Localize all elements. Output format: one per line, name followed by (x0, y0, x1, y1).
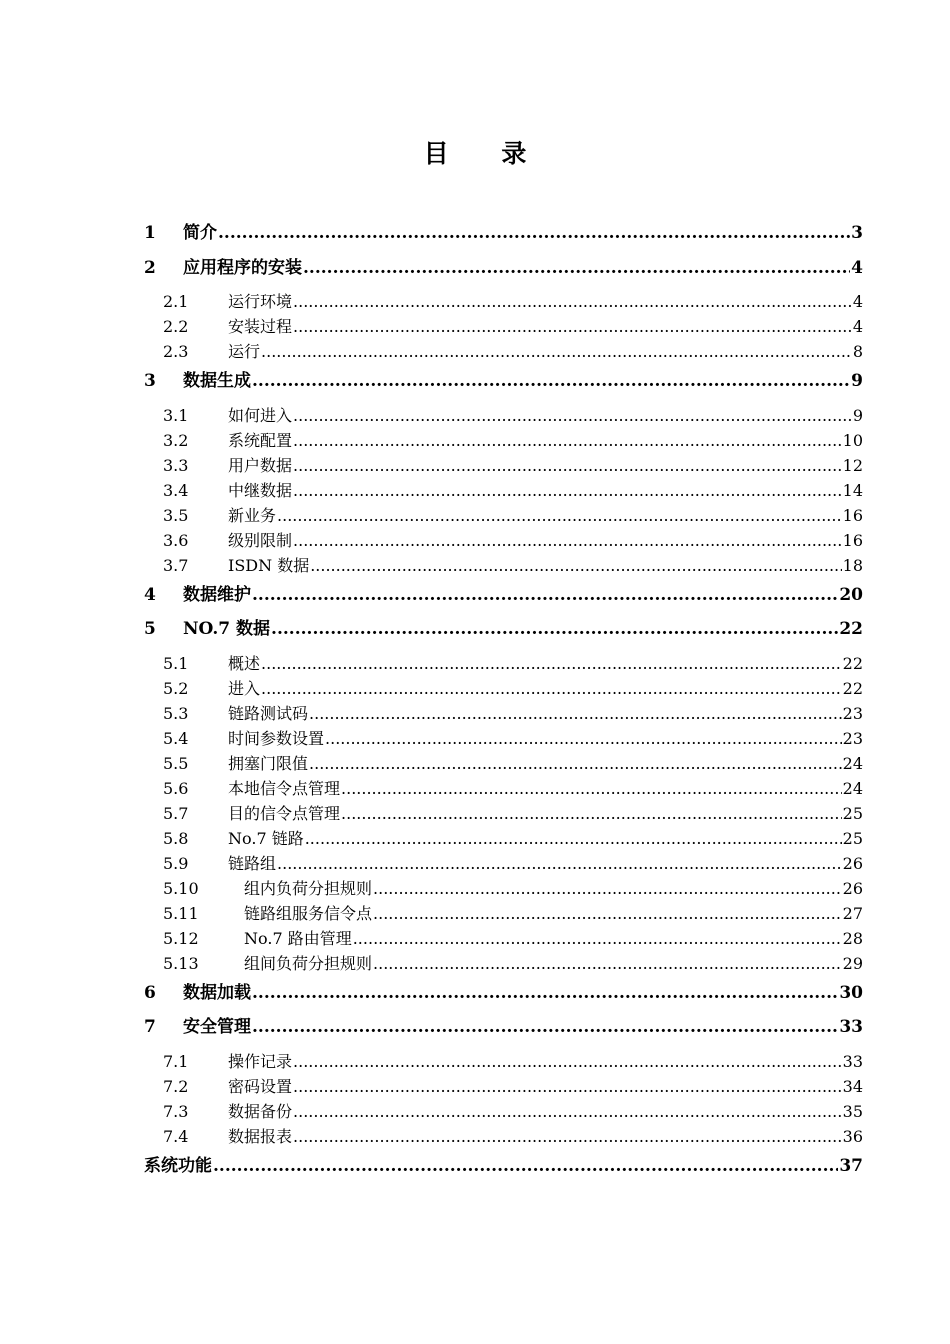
toc-entry-label: 组间负荷分担规则 (244, 953, 373, 973)
toc-entry[interactable] (144, 528, 863, 553)
toc-entry-number: 5.10 (163, 878, 199, 898)
toc-entry-number: 3.6 (163, 530, 189, 550)
toc-entry-label: 概述 (228, 653, 261, 673)
toc-entry-page-number: 34 (842, 1076, 863, 1096)
toc-entry[interactable] (144, 776, 863, 801)
toc-entry-page-number: 25 (842, 803, 863, 823)
dot-leader (353, 926, 842, 951)
toc-entry-page-number: 27 (842, 903, 863, 923)
toc-entry[interactable] (144, 339, 863, 364)
dot-leader (293, 428, 842, 453)
toc-entry-page-number: 25 (842, 828, 863, 848)
toc-entry-label: 目的信令点管理 (228, 803, 341, 823)
dot-leader (341, 776, 842, 801)
toc-entry[interactable] (144, 253, 863, 288)
toc-entry-label: 操作记录 (228, 1051, 293, 1071)
toc-entry-number: 6 (144, 982, 156, 1003)
toc-entry-number: 7.1 (163, 1051, 189, 1071)
toc-entry[interactable] (144, 876, 863, 901)
toc-entry-number: 3.4 (163, 480, 189, 500)
toc-entry-label: 安装过程 (228, 317, 293, 336)
toc-entry-page-number: 20 (839, 584, 863, 605)
dot-leader (271, 614, 838, 645)
toc-entry-number: 2 (144, 257, 156, 278)
toc-entry-number: 2.1 (163, 292, 189, 311)
dot-leader (261, 651, 842, 676)
toc-entry-page-number: 3 (851, 223, 863, 243)
toc-entry-label: 用户数据 (228, 455, 293, 475)
toc-entry-page-number: 16 (842, 505, 863, 525)
toc-entry-label: 数据报表 (228, 1126, 293, 1146)
toc-entry-label: 组内负荷分担规则 (244, 878, 373, 898)
toc-entry[interactable] (144, 1074, 863, 1099)
toc-entry-label: 拥塞门限值 (228, 753, 309, 773)
toc-entry-label: No.7 链路 (228, 828, 304, 848)
toc-entry-number: 5.2 (163, 678, 189, 698)
toc-entry[interactable] (144, 1151, 863, 1186)
toc-entry-page-number: 36 (842, 1126, 863, 1146)
toc-entry[interactable] (144, 801, 863, 826)
toc-entry-number: 5.6 (163, 778, 189, 798)
toc-entry-page-number: 14 (842, 480, 863, 500)
toc-entry-page-number: 12 (842, 455, 863, 475)
toc-entry[interactable] (144, 951, 863, 976)
toc-entry[interactable] (144, 366, 863, 401)
toc-entry[interactable] (144, 1099, 863, 1124)
toc-entry-number: 3.1 (163, 405, 189, 425)
toc-entry-page-number: 18 (842, 555, 863, 575)
toc-entry-label: 数据加载 (183, 982, 251, 1003)
dot-leader (373, 901, 842, 926)
dot-leader (325, 726, 842, 751)
toc-entry-page-number: 10 (842, 430, 863, 450)
toc-entry-page-number: 16 (842, 530, 863, 550)
toc-entry-number: 4 (144, 584, 156, 605)
toc-entry-label: 级别限制 (228, 530, 293, 550)
toc-entry-label: 本地信令点管理 (228, 778, 341, 798)
toc-entry-number: 7.3 (163, 1101, 189, 1121)
dot-leader (293, 289, 852, 314)
dot-leader (309, 701, 842, 726)
toc-entry-page-number: 9 (851, 371, 863, 391)
toc-entry[interactable] (144, 901, 863, 926)
toc-entry-page-number: 8 (852, 342, 863, 361)
toc-entry[interactable] (144, 751, 863, 776)
toc-entry-number: 5.4 (163, 728, 189, 748)
toc-entry-page-number: 24 (842, 753, 863, 773)
toc-entry-number: 3.3 (163, 455, 189, 475)
toc-entry-number: 2.2 (163, 317, 189, 336)
toc-entry-page-number: 24 (842, 778, 863, 798)
dot-leader (218, 218, 850, 249)
toc-entry-page-number: 22 (842, 653, 863, 673)
toc-entry-number: 3.7 (163, 555, 189, 575)
toc-entry[interactable] (144, 978, 863, 1013)
toc-entry-page-number: 4 (852, 317, 863, 336)
toc-entry-label: 运行 (228, 342, 261, 361)
toc-entry-page-number: 33 (839, 1017, 863, 1037)
toc-entry-number: 5.7 (163, 803, 189, 823)
toc-entry-label: 新业务 (228, 505, 277, 525)
dot-leader (252, 366, 850, 397)
toc-entry[interactable] (144, 403, 863, 428)
toc-entry[interactable] (144, 701, 863, 726)
toc-entry-page-number: 35 (842, 1101, 863, 1121)
toc-entry-label: 进入 (228, 678, 261, 698)
toc-entry[interactable] (144, 1049, 863, 1074)
toc-entry-page-number: 29 (842, 953, 863, 973)
toc-entry[interactable] (144, 676, 863, 701)
toc-entry-label: 安全管理 (183, 1017, 251, 1037)
dot-leader (252, 1012, 838, 1043)
toc-entry-number: 7 (144, 1017, 156, 1037)
toc-entry-page-number: 33 (842, 1051, 863, 1071)
toc-entry-label: 系统配置 (228, 430, 293, 450)
toc-entry[interactable] (144, 826, 863, 851)
toc-entry-label: 系统功能 (144, 1155, 212, 1176)
toc-entry[interactable] (144, 726, 863, 751)
toc-entry[interactable] (144, 553, 863, 578)
toc-entry-label: 链路组 (228, 853, 277, 873)
table-of-contents (144, 218, 863, 1185)
toc-entry-label: 运行环境 (228, 292, 293, 311)
dot-leader (252, 978, 838, 1009)
dot-leader (261, 339, 852, 364)
dot-leader (293, 314, 852, 339)
toc-entry-number: 5.8 (163, 828, 189, 848)
toc-entry-number: 1 (144, 223, 156, 243)
toc-entry-number: 2.3 (163, 342, 189, 361)
dot-leader (293, 1099, 842, 1124)
toc-entry-number: 5.13 (163, 953, 199, 973)
toc-entry[interactable] (144, 478, 863, 503)
dot-leader (252, 580, 838, 611)
toc-entry[interactable] (144, 851, 863, 876)
toc-entry-label: 时间参数设置 (228, 728, 325, 748)
dot-leader (213, 1151, 838, 1182)
dot-leader (293, 528, 842, 553)
toc-entry-label: ISDN 数据 (228, 555, 310, 575)
toc-entry-label: 应用程序的安装 (183, 257, 302, 278)
toc-entry-number: 5.9 (163, 853, 189, 873)
toc-entry[interactable] (144, 651, 863, 676)
toc-entry-page-number: 23 (842, 703, 863, 723)
page-title: 目 录 (423, 139, 549, 168)
toc-entry-page-number: 9 (852, 405, 863, 425)
toc-entry[interactable] (144, 453, 863, 478)
toc-entry-page-number: 26 (842, 878, 863, 898)
toc-entry-number: 7.4 (163, 1126, 189, 1146)
toc-entry-number: 5.5 (163, 753, 189, 773)
toc-entry-label: 链路测试码 (228, 703, 309, 723)
dot-leader (261, 676, 842, 701)
toc-entry[interactable] (144, 1012, 863, 1047)
dot-leader (293, 403, 852, 428)
dot-leader (373, 951, 842, 976)
toc-entry[interactable] (144, 314, 863, 339)
dot-leader (293, 453, 842, 478)
toc-entry[interactable] (144, 218, 863, 253)
toc-entry[interactable] (144, 428, 863, 453)
toc-entry-page-number: 37 (839, 1155, 863, 1176)
toc-entry-label: 数据备份 (228, 1101, 293, 1121)
toc-entry-page-number: 22 (839, 619, 863, 639)
toc-entry-label: 链路组服务信令点 (244, 903, 373, 923)
toc-entry-page-number: 30 (839, 982, 863, 1003)
dot-leader (305, 826, 842, 851)
toc-entry-label: 如何进入 (228, 405, 293, 425)
toc-entry-number: 5.3 (163, 703, 189, 723)
toc-entry-page-number: 4 (851, 257, 863, 278)
toc-entry-label: 数据维护 (183, 584, 251, 605)
dot-leader (277, 503, 842, 528)
toc-entry-number: 3 (144, 371, 156, 391)
toc-entry[interactable] (144, 1124, 863, 1149)
toc-entry-number: 5.1 (163, 653, 189, 673)
toc-entry[interactable] (144, 289, 863, 314)
toc-entry[interactable] (144, 926, 863, 951)
dot-leader (293, 1124, 842, 1149)
toc-entry-number: 3.5 (163, 505, 189, 525)
dot-leader (303, 253, 850, 284)
toc-entry-number: 5 (144, 619, 156, 639)
toc-entry-label: 数据生成 (183, 371, 251, 391)
toc-entry[interactable] (144, 580, 863, 615)
dot-leader (293, 1049, 842, 1074)
toc-entry-label: No.7 路由管理 (244, 928, 352, 948)
toc-entry-label: 中继数据 (228, 480, 293, 500)
toc-entry-number: 3.2 (163, 430, 189, 450)
toc-entry-page-number: 26 (842, 853, 863, 873)
dot-leader (341, 801, 842, 826)
toc-entry-number: 5.12 (163, 928, 199, 948)
toc-entry-label: 密码设置 (228, 1076, 293, 1096)
toc-entry[interactable] (144, 614, 863, 649)
dot-leader (373, 876, 842, 901)
toc-entry[interactable] (144, 503, 863, 528)
toc-entry-label: NO.7 数据 (183, 619, 271, 639)
toc-entry-number: 5.11 (163, 903, 199, 923)
toc-entry-number: 7.2 (163, 1076, 189, 1096)
dot-leader (310, 553, 841, 578)
toc-entry-page-number: 4 (852, 292, 863, 311)
dot-leader (277, 851, 842, 876)
dot-leader (293, 478, 842, 503)
toc-entry-label: 简介 (183, 223, 217, 243)
dot-leader (293, 1074, 842, 1099)
toc-entry-page-number: 23 (842, 728, 863, 748)
toc-entry-page-number: 28 (842, 928, 863, 948)
dot-leader (309, 751, 842, 776)
toc-entry-page-number: 22 (842, 678, 863, 698)
